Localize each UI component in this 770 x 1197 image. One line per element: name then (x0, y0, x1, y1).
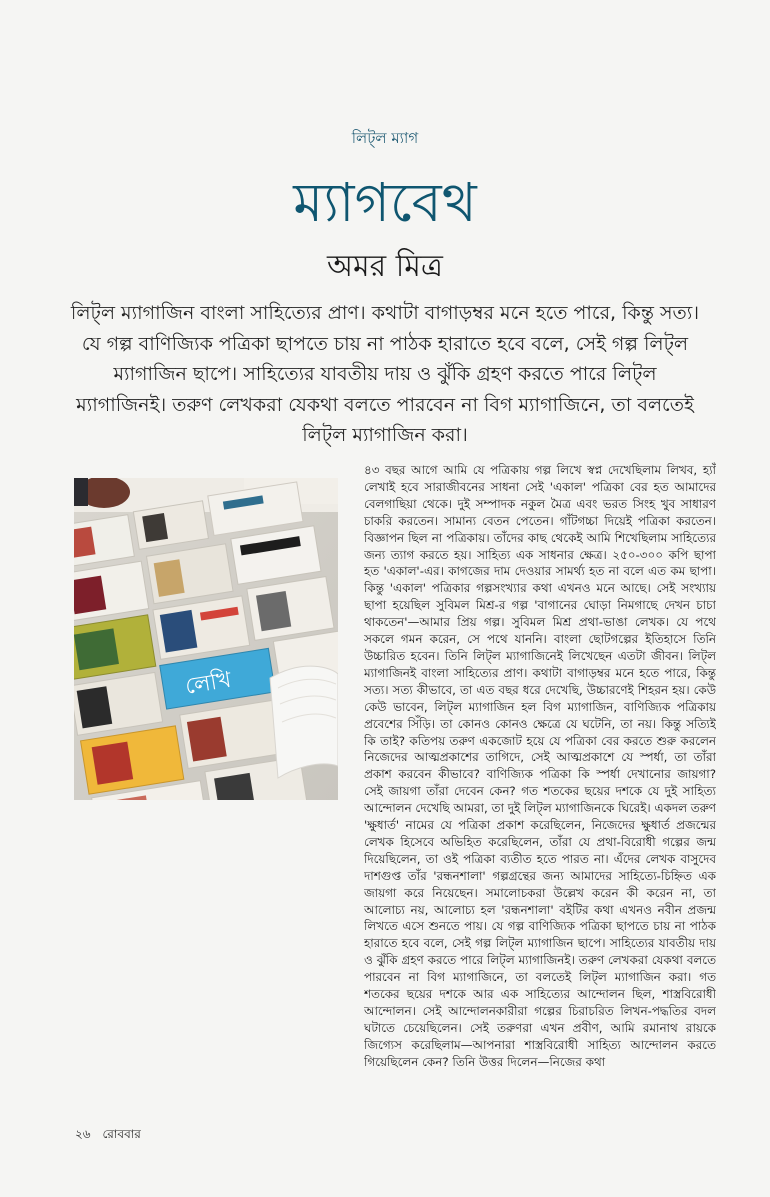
svg-text:লেখি: লেখি (183, 667, 233, 700)
page-footer (75, 1126, 149, 1146)
page-number: ২৬ (75, 1127, 91, 1141)
magazine-stall-illustration (74, 478, 338, 800)
article-title: ম্যাগবেথ (293, 171, 477, 234)
section-label: লিট্‌ল ম্যাগ (351, 129, 419, 147)
body-paragraph: ৪৩ বছর আগে আমি যে পত্রিকায় গল্প লিখে স্বপ্ন দেখেছিলাম লিখব, হ্যাঁ লেখাই হবে সারাজীবনের সাধনা সেই 'একাল' পত্রিকা বের হত আমাদের বেলগাছিয়া থেকে। দুই সম্পাদক নকুল মৈত্র এবং ভরত সিংহ খুব সাধারণ চাকরি করতেন। সামান্য বেতন পেতেন। গাঁটগচ্চা দিয়েই পত্রিকা করতেন। বিজ্ঞাপন ছিল না পত্রিকায়। তাঁদের কাছ থেকেই আমি শিখেছিলাম সাহিত্যের জন্য ত্যাগ করতে হয়। সাহিত্য এক সাধনার ক্ষেত্র। ২৫০-৩০০ কপি ছাপা হত 'একাল'-এর। কাগজের দাম দেওয়ার সামর্থ্য হত না বলে এত কম ছাপা। কিন্তু 'একাল' পত্রিকার গল্পসংখ্যার কথা এখনও মনে আছে। সেই সংখ্যায় ছাপা হয়েছিল সুবিমল মিশ্র-র গল্প 'বাগানের ঘোড়া নিমগাছে দেখন চাচা থাকতেন'—আমার প্রিয় গল্প। সুবিমল মিশ্র প্রথা-ভাঙা লেখক। যে পথে সকলে গমন করেন, সে পথে যাননি। বাংলা ছোটগল্পের ইতিহাসে তিনি উচ্চারিত হবেন। তিনি লিট্‌ল ম্যাগাজিনেই লিখেছেন এতটা জীবন। লিট্‌ল ম্যাগাজিনই বাংলা সাহিত্যের প্রাণ। কথাটা বাগাড়ম্বর মনে হতে পারে, কিন্তু সত্য। সত্য কীভাবে, তা এত বছর ধরে দেখেছি, উচ্চারণেই শিহরন হয়। কেউ কেউ ভাবেন, লিট্‌ল ম্যাগাজিন হল বিগ ম্যাগাজিন, বাণিজ্যিক পত্রিকায় প্রবেশের সিঁড়ি। তা কোনও কোনও ক্ষেত্রে যে ঘটেনি, তা নয়। কিন্তু সত্যিই কি তাই? কতিপয় তরুণ একজোট হয়ে যে পত্রিকা বের করতে শুরু করলেন নিজেদের আত্মপ্রকাশের তাগিদে, সেই আত্মপ্রকাশে যে স্পর্ধা, তা তাঁরা প্রকাশ করবেন কীভাবে? বাণিজ্যিক পত্রিকা কি স্পর্ধা দেখানোর জায়গা? সেই জায়গা তাঁরা দেবেন কেন? গত শতকের ছয়ের দশকে যে দুই সাহিত্য আন্দোলন দেখেছি আমরা, তা দুই লিট্‌ল ম্যাগাজিনকে ঘিরেই। একদল তরুণ 'ক্ষুধার্ত' নামের যে পত্রিকা প্রকাশ করেছিলেন, নিজেদের ক্ষুধার্ত প্রজন্মের লেখক হিসেবে অভিহিত করেছিলেন, তাঁরা যে প্রথা-বিরোধী গল্পের জন্ম দিয়েছিলেন, তা ওই পত্রিকা ব্যতীত হতে পারত না। এঁদের লেখক বাসুদেব দাশগুপ্ত তাঁর 'রন্ধনশালা' গল্পগ্রন্থের জন্য আমাদের সাহিত্যে-চিহ্নিত এক জায়গা করে নিয়েছেন। সমালোচকরা উল্লেখ করেন কী করেন না, তা আলোচ্য নয়, আলোচ্য হল 'রন্ধনশালা' বইটির কথা এখনও নবীন প্রজন্ম লিখতে এসে শুনতে পায়। যে গল্প বাণিজ্যিক পত্রিকা ছাপতে চায় না পাঠক হারাতে হবে বলে, সেই গল্প লিট্‌ল ম্যাগাজিন ছাপে। সাহিত্যের যাবতীয় দায় ও ঝুঁকি গ্রহণ করতে পারে লিট্‌ল ম্যাগাজিনই। তরুণ লেখকরা যেকথা বলতে পারবেন না বিগ ম্যাগাজিনে, তা বলতেই লিট্‌ল ম্যাগাজিন করা। গত শতকের ছয়ের দশকে আর এক সাহিত্যের আন্দোলন ছিল, শাস্ত্রবিরোধী আন্দোলন। সেই আন্দোলনকারীরা গল্পের চিরাচরিত লিখন-পদ্ধতির বদল ঘটাতে চেয়েছিলেন। সেই তরুণরা এখন প্রবীণ, আমি রমানাথ রায়কে জিগ্যেস করেছিলাম—আপনারা শাস্ত্রবিরোধী সাহিত্য আন্দোলন করতে গিয়েছিলেন কেন? তিনি উত্তর দিলেন—নিজের কথা (364, 463, 716, 1069)
magazine-stall-photo (74, 478, 338, 800)
publication-name: রোববার (102, 1127, 141, 1141)
standfirst: লিট্‌ল ম্যাগাজিন বাংলা সাহিত্যের প্রাণ। কথাটা বাগাড়ম্বর মনে হতে পারে, কিন্তু সত্য। যে গল্প বাণিজ্যিক পত্রিকা ছাপতে চায় না পাঠক হারাতে হবে বলে, সেই গল্প লিট্‌ল ম্যাগাজিন ছাপে। সাহিত্যের যাবতীয় দায় ও ঝুঁকি গ্রহণ করতে পারে লিট্‌ল ম্যাগাজিনই। তরুণ লেখকরা যেকথা বলতে পারবেন না বিগ ম্যাগাজিনে, তা বলতেই লিট্‌ল ম্যাগাজিন করা। (70, 302, 700, 446)
article-body (364, 462, 716, 1122)
author-name: অমর মিত্র (327, 249, 443, 284)
